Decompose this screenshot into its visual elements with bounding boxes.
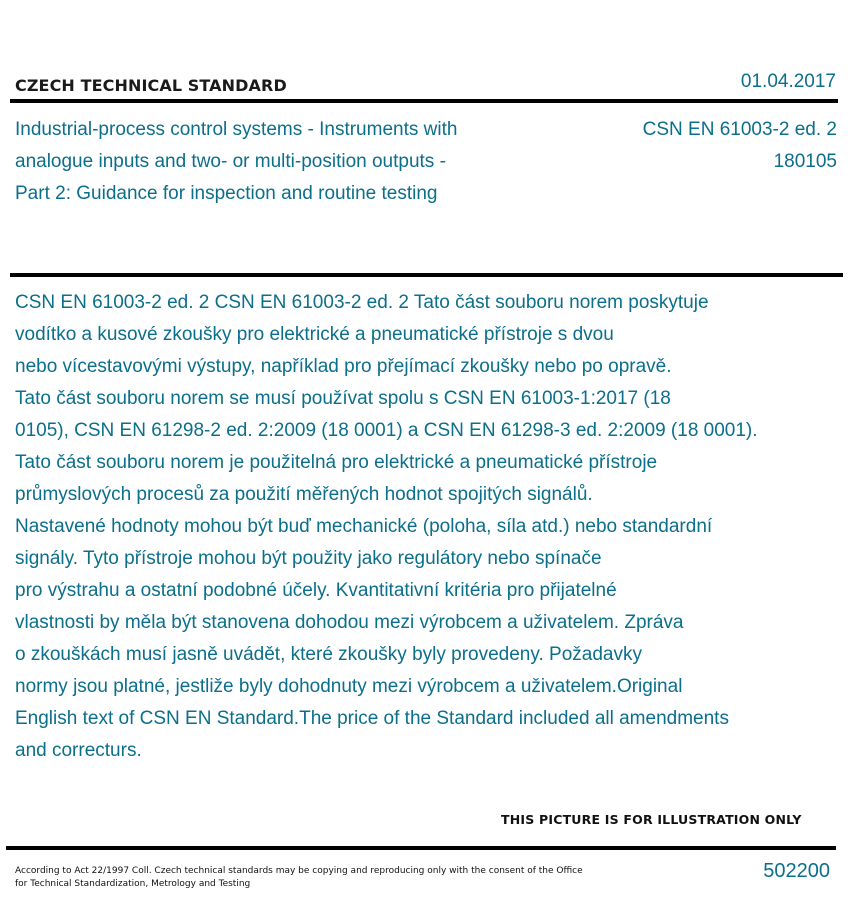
publication-date: 01.04.2017 bbox=[740, 71, 836, 92]
abstract-line: Nastavené hodnoty mohou být buď mechanické (poloha, síla atd.) nebo standardní bbox=[15, 516, 713, 537]
legal-notice-line: for Technical Standardization, Metrology and Testing bbox=[15, 879, 251, 889]
header-title: CZECH TECHNICAL STANDARD bbox=[15, 76, 287, 95]
document-title-line: analogue inputs and two- or multi-position outputs - bbox=[15, 151, 446, 172]
abstract-line: CSN EN 61003-2 ed. 2 CSN EN 61003-2 ed. 2 Tato část souboru norem poskytuje bbox=[15, 292, 709, 313]
standard-designation: CSN EN 61003-2 ed. 2 bbox=[642, 119, 837, 140]
document-title-line: Part 2: Guidance for inspection and routine testing bbox=[15, 183, 438, 204]
footer-divider bbox=[6, 846, 836, 850]
document-title-line: Industrial-process control systems - Instruments with bbox=[15, 119, 458, 140]
document-code bbox=[643, 114, 837, 178]
abstract-line: pro výstrahu a ostatní podobné účely. Kvantitativní kritéria pro přijatelné bbox=[15, 580, 617, 601]
legal-notice-line: According to Act 22/1997 Coll. Czech technical standards may be copying and reproducing only with the consent of the Office bbox=[15, 866, 583, 876]
abstract-line: 0105), CSN EN 61298-2 ed. 2:2009 (18 0001) a CSN EN 61298-3 ed. 2:2009 (18 0001). bbox=[15, 420, 758, 441]
abstract-line: vodítko a kusové zkoušky pro elektrické a pneumatické přístroje s dvou bbox=[15, 324, 614, 345]
classification-number: 180105 bbox=[773, 151, 837, 172]
header-divider bbox=[10, 99, 838, 103]
abstract-line: nebo vícestavovými výstupy, například pro přejímací zkoušky nebo po opravě. bbox=[15, 356, 672, 377]
footer-product-number: 502200 bbox=[763, 860, 830, 882]
abstract-line: průmyslových procesů za použití měřených hodnot spojitých signálů. bbox=[15, 484, 593, 505]
abstract-line: Tato část souboru norem je použitelná pro elektrické a pneumatické přístroje bbox=[15, 452, 658, 473]
abstract-line: signály. Tyto přístroje mohou být použity jako regulátory nebo spínače bbox=[15, 548, 602, 569]
abstract-line: vlastnosti by měla být stanovena dohodou mezi výrobcem a uživatelem. Zpráva bbox=[15, 612, 684, 633]
abstract-line: English text of CSN EN Standard.The price of the Standard included all amendments bbox=[15, 708, 729, 729]
abstract-line: o zkouškách musí jasně uvádět, které zkoušky byly provedeny. Požadavky bbox=[15, 644, 642, 665]
abstract-text bbox=[15, 287, 855, 767]
abstract-line: and correcturs. bbox=[15, 740, 142, 761]
title-divider bbox=[10, 273, 843, 277]
document-title bbox=[15, 114, 575, 210]
abstract-line: normy jsou platné, jestliže byly dohodnuty mezi výrobcem a uživatelem.Original bbox=[15, 676, 683, 697]
abstract-line: Tato část souboru norem se musí používat spolu s CSN EN 61003-1:2017 (18 bbox=[15, 388, 671, 409]
illustration-disclaimer: THIS PICTURE IS FOR ILLUSTRATION ONLY bbox=[501, 812, 802, 827]
legal-notice bbox=[15, 865, 583, 891]
